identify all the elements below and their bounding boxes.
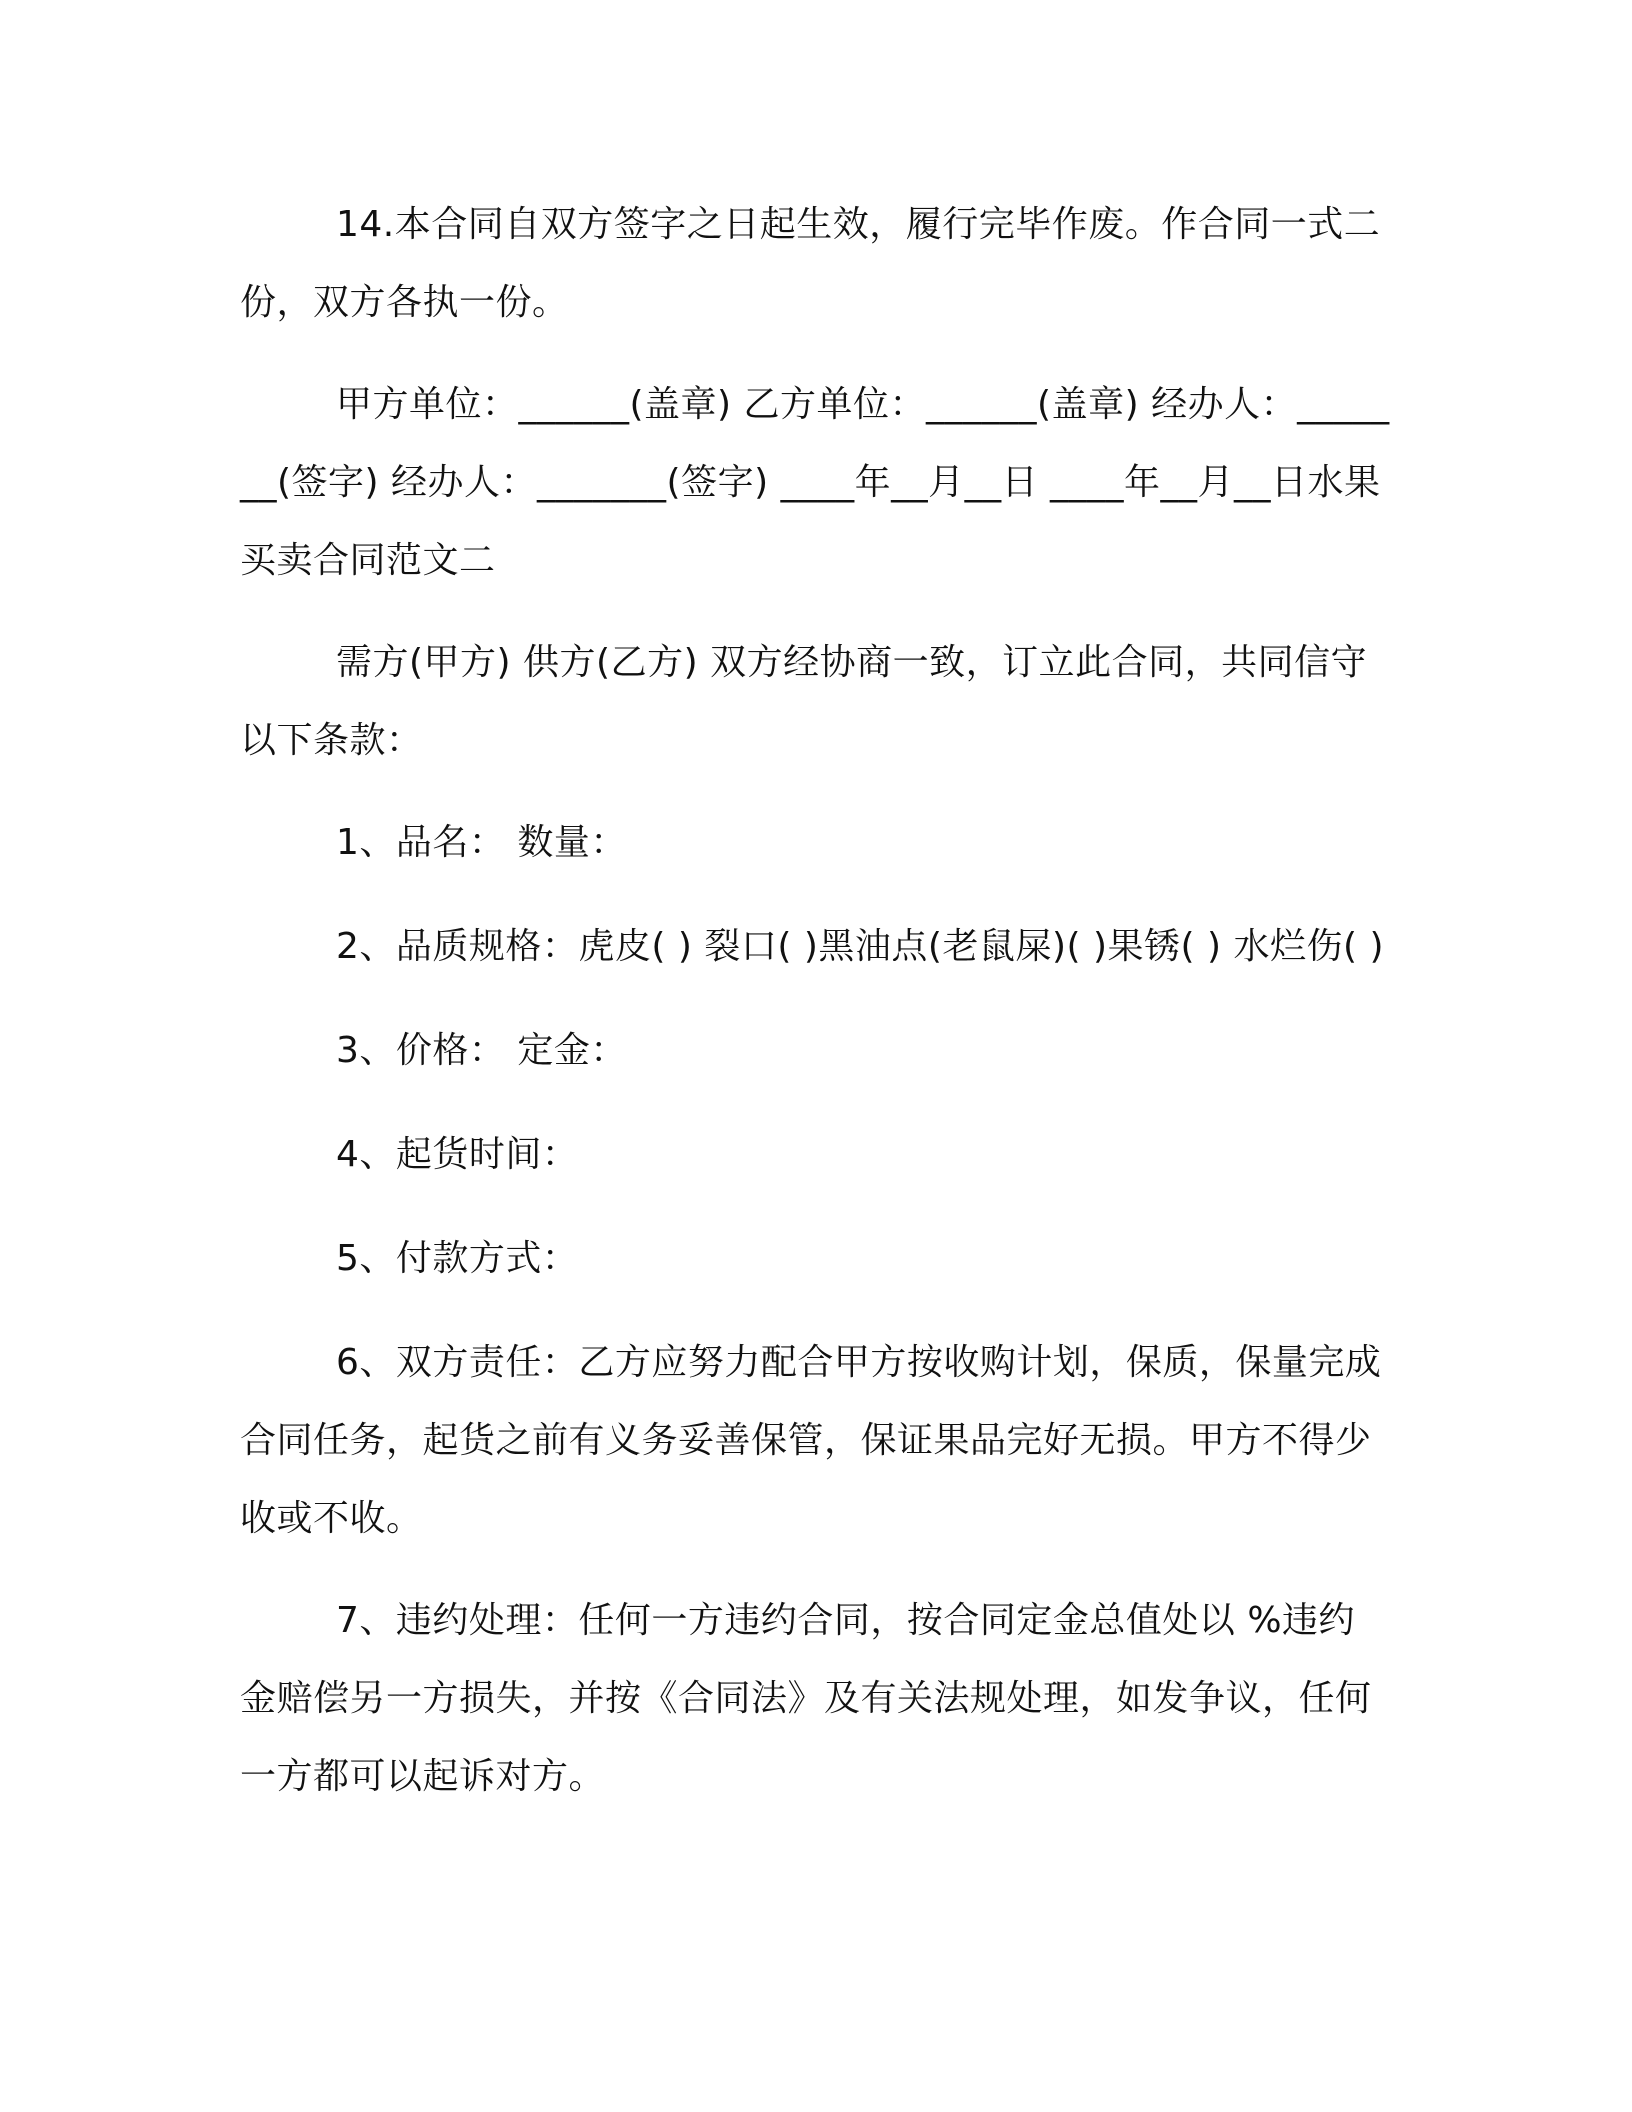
clause-14-paragraph: 14.本合同自双方签字之日起生效，履行完毕作废。作合同一式二份，双方各执一份。 bbox=[240, 204, 1381, 323]
clause-5-payment-method: 5、付款方式： bbox=[336, 1238, 579, 1279]
clause-6-responsibilities: 6、双方责任：乙方应努力配合甲方按收购计划，保质，保量完成合同任务，起货之前有义务妥善保管，保证果品完好无损。甲方不得少收或不收。 bbox=[240, 1342, 1382, 1539]
signature-block-paragraph: 甲方单位：______(盖章) 乙方单位：______(盖章) 经办人：_______(签字) 经办人：_______(签字) ____年__月__日 ____年__月__日水果买卖合同范文二 bbox=[240, 384, 1390, 581]
clause-3-price-deposit: 3、价格： 定金： bbox=[336, 1030, 627, 1071]
clause-7-breach-handling: 7、违约处理：任何一方违约合同，按合同定金总值处以 %违约金赔偿另一方损失，并按《合同法》及有关法规处理，如发争议，任何一方都可以起诉对方。 bbox=[240, 1600, 1372, 1797]
clause-2-quality-spec: 2、品质规格：虎皮( ) 裂口( )黑油点(老鼠屎)( )果锈( ) 水烂伤( ) bbox=[336, 926, 1385, 967]
clause-4-shipping-time: 4、起货时间： bbox=[336, 1134, 579, 1175]
document-body bbox=[240, 186, 1390, 1840]
preamble-paragraph: 需方(甲方) 供方(乙方) 双方经协商一致，订立此合同，共同信守以下条款： bbox=[240, 642, 1368, 761]
clause-1-product-quantity: 1、品名： 数量： bbox=[336, 822, 627, 863]
